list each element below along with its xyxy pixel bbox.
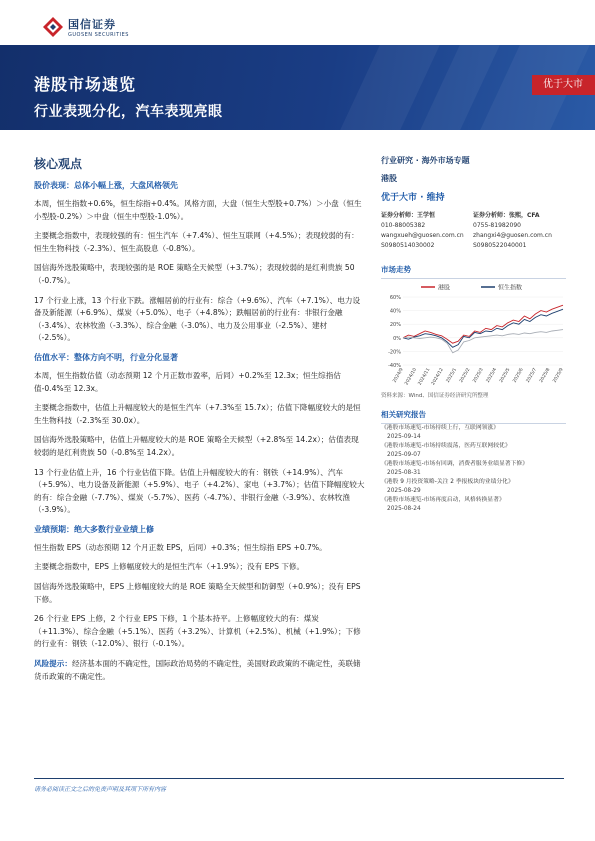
paragraph: 主要概念指数中，EPS 上修幅度较大的是恒生汽车（+1.9%）；没有 EPS 下修。 — [34, 562, 305, 572]
report-title: 《港股 9 月投资策略-关注 2 季报板块的业绩分化》 — [381, 479, 514, 485]
brand-mark-icon — [42, 16, 64, 38]
x-tick-label: 2025/5 — [499, 367, 512, 384]
brand-name-cn: 国信证券 — [68, 18, 116, 31]
risk-text: 经济基本面的不确定性，国际政治局势的不确定性，美国财政政策的不确定性，美联储货币政策的不确定性。 — [34, 659, 361, 681]
report-item[interactable] — [381, 460, 566, 478]
earnings-section-heading: 业绩预期：绝大多数行业业绩上修 — [34, 524, 154, 534]
report-item[interactable] — [381, 442, 566, 460]
report-item[interactable] — [381, 478, 566, 496]
paragraph: 主要概念指数中，表现较强的有：恒生汽车（+7.4%）、恒生互联网（+4.5%）；表现较弱的有：恒生生物科技（-2.3%）、恒生高股息（-0.8%）。 — [34, 231, 359, 253]
analyst-name: 证券分析师：张熙，CFA — [473, 212, 540, 219]
report-date: 2025-08-29 — [387, 488, 421, 494]
risk-warning — [34, 658, 366, 683]
report-banner — [0, 45, 595, 130]
y-tick-label: 20% — [389, 322, 401, 329]
x-tick-label: 2025/6 — [512, 367, 525, 384]
x-tick-label: 2025/4 — [485, 367, 499, 384]
report-date: 2025-08-31 — [387, 470, 421, 476]
report-title: 港股市场速览 — [34, 75, 137, 94]
x-tick-label: 2025/3 — [472, 367, 485, 384]
paragraph: 26 个行业 EPS 上修，2 个行业 EPS 下修，1 个基本持平。上修幅度较大的有：煤炭（+11.3%）、综合金融（+5.1%）、医药（+3.2%）、计算机（+2.5%）、机械（+1.9%）；下修的行业有：钢铁（-12.0%）、银行（-0.1%）。 — [34, 614, 361, 649]
paragraph: 恒生指数 EPS（动态预期 12 个月正数 EPS，后同）+0.3%；恒生综指 EPS +0.7%。 — [34, 542, 327, 552]
market-trend-chart — [381, 281, 566, 389]
x-tick-label: 2025/2 — [459, 367, 472, 384]
x-tick-label: 2024/10 — [404, 367, 419, 387]
y-tick-label: -20% — [388, 349, 401, 356]
analyst-name: 证券分析师：王学恒 — [381, 212, 436, 219]
report-category: 行业研究 · 海外市场专题 — [381, 156, 470, 165]
series-line — [403, 330, 563, 353]
x-tick-label: 2024/9 — [392, 367, 405, 384]
report-title: 《港股市场速览-市场再度启动，风格转换显著》 — [381, 497, 505, 503]
y-tick-label: 60% — [389, 295, 401, 301]
analyst-card — [473, 211, 565, 251]
sidebar-column — [381, 155, 566, 514]
x-tick-label: 2025/7 — [525, 367, 539, 384]
trend-chart-svg — [381, 281, 566, 389]
report-title: 《港股市场速览-市场持续上行，互联网领涨》 — [381, 425, 500, 431]
chart-source: 资料来源：Wind、国信证券经济研究所整理 — [381, 393, 489, 399]
paragraph: 主要概念指数中，估值上升幅度较大的是恒生汽车（+7.3%至 15.7x）；估值下降幅度较大的是恒生生物科技（-2.3%至 30.0x）。 — [34, 403, 361, 425]
x-tick-label: 2025/8 — [539, 367, 552, 384]
report-subtitle: 行业表现分化，汽车表现亮眼 — [34, 104, 223, 120]
paragraph: 国信海外选股策略中，表现较强的是 ROE 策略全天候型（+3.7%）；表现较弱的是红利贵族 50（-0.7%）。 — [34, 263, 355, 285]
analyst-card — [381, 211, 473, 251]
x-tick-label: 2024/12 — [431, 367, 445, 387]
y-tick-label: 40% — [389, 308, 401, 315]
x-tick-label: 2024/11 — [417, 367, 432, 387]
report-date: 2025-08-24 — [387, 506, 421, 512]
analyst-cert: S0980522040001 — [473, 242, 527, 249]
footer-divider — [34, 778, 564, 779]
paragraph: 本周，恒生指数估值（动态预期 12 个月正数市盈率，后同）+0.2%至 12.3x；恒生综指估值-0.4%至 12.3x。 — [34, 370, 341, 393]
report-date: 2025-09-14 — [387, 434, 421, 440]
core-views-column — [34, 155, 366, 690]
footer-disclaimer: 请务必阅读正文之后的免责声明及其项下所有内容 — [34, 786, 167, 793]
rating-line: 优于大市 · 维持 — [381, 193, 445, 203]
report-item[interactable] — [381, 424, 566, 442]
y-tick-label: 0% — [393, 335, 401, 342]
market-label: 港股 — [381, 174, 397, 183]
related-reports-title: 相关研究报告 — [381, 409, 566, 424]
valuation-section-heading: 估值水平：整体方向不明，行业分化显著 — [34, 352, 178, 362]
report-title: 《港股市场速览-市场有回调，消费者服务业绩显著下修》 — [381, 461, 529, 467]
paragraph: 17 个行业上涨，13 个行业下跌。涨幅居前的行业有：综合（+9.6%）、汽车（+7.1%）、电力设备及新能源（+6.9%）、煤炭（+5.0%）、电子（+4.8%）；跌幅居前的行业有：非银行金融（-3.4%）、农林牧渔（-3.3%）、综合金融（-3.0%）、电力及公用事业（-2.5%）、建材（-2.5%）。 — [34, 295, 361, 343]
report-date: 2025-09-07 — [387, 452, 421, 458]
paragraph: 国信海外选股策略中，估值上升幅度较大的是 ROE 策略全天候型（+2.8%至 14.2x）；估值表现较弱的是红利贵族 50（-0.8%至 14.2x）。 — [34, 435, 359, 457]
paragraph: 本周，恒生指数+0.6%，恒生综指+0.4%。风格方面，大盘（恒生大型股+0.7%）＞小盘（恒生小型股-0.2%）＞中盘（恒生中型股-1.0%）。 — [34, 199, 362, 221]
analyst-email[interactable]: zhangxi4@guosen.com.cn — [473, 232, 552, 239]
analysts — [381, 211, 566, 251]
analyst-phone: 010-88005382 — [381, 222, 426, 229]
x-tick-label: 2025/9 — [552, 367, 565, 384]
risk-label: 风险提示： — [34, 659, 72, 669]
analyst-email[interactable]: wangxueh@guosen.com.cn — [381, 232, 464, 239]
related-reports-list — [381, 424, 566, 514]
paragraph: 国信海外选股策略中，EPS 上修幅度较大的是 ROE 策略全天候型和防御型（+0.9%）；没有 EPS 下修。 — [34, 582, 361, 604]
paragraph: 13 个行业估值上升，16 个行业估值下降。估值上升幅度较大的有：钢铁（+14.9%）、汽车（+5.9%）、电力设备及新能源（+5.9%）、电子（+4.2%）、家电（+3.7%）；估值下降幅度较大的有：综合金融（-7.7%）、煤炭（-5.7%）、医药（-4.7%）、非银行金融（-3.9%）、农林牧渔（-3.9%）。 — [34, 467, 365, 515]
x-tick-label: 2025/1 — [445, 367, 459, 384]
report-item[interactable] — [381, 496, 566, 514]
series-line — [403, 309, 563, 347]
y-tick-label: -40% — [388, 363, 401, 369]
market-trend-title: 市场走势 — [381, 264, 566, 279]
analyst-cert: S0980514030002 — [381, 242, 435, 249]
core-views-heading: 核心观点 — [34, 157, 83, 171]
brand-logo — [42, 12, 152, 44]
rating-badge: 优于大市 — [532, 75, 595, 95]
report-title: 《港股市场速览-市场持续震荡，医药互联网较优》 — [381, 443, 511, 449]
price-section-heading: 股价表现：总体小幅上涨，大盘风格领先 — [34, 181, 178, 190]
legend-label: 恒生指数 — [498, 284, 523, 292]
legend-label: 港股 — [438, 284, 451, 292]
brand-name-en: GUOSEN SECURITIES — [68, 32, 129, 38]
analyst-phone: 0755-81982090 — [473, 222, 521, 229]
